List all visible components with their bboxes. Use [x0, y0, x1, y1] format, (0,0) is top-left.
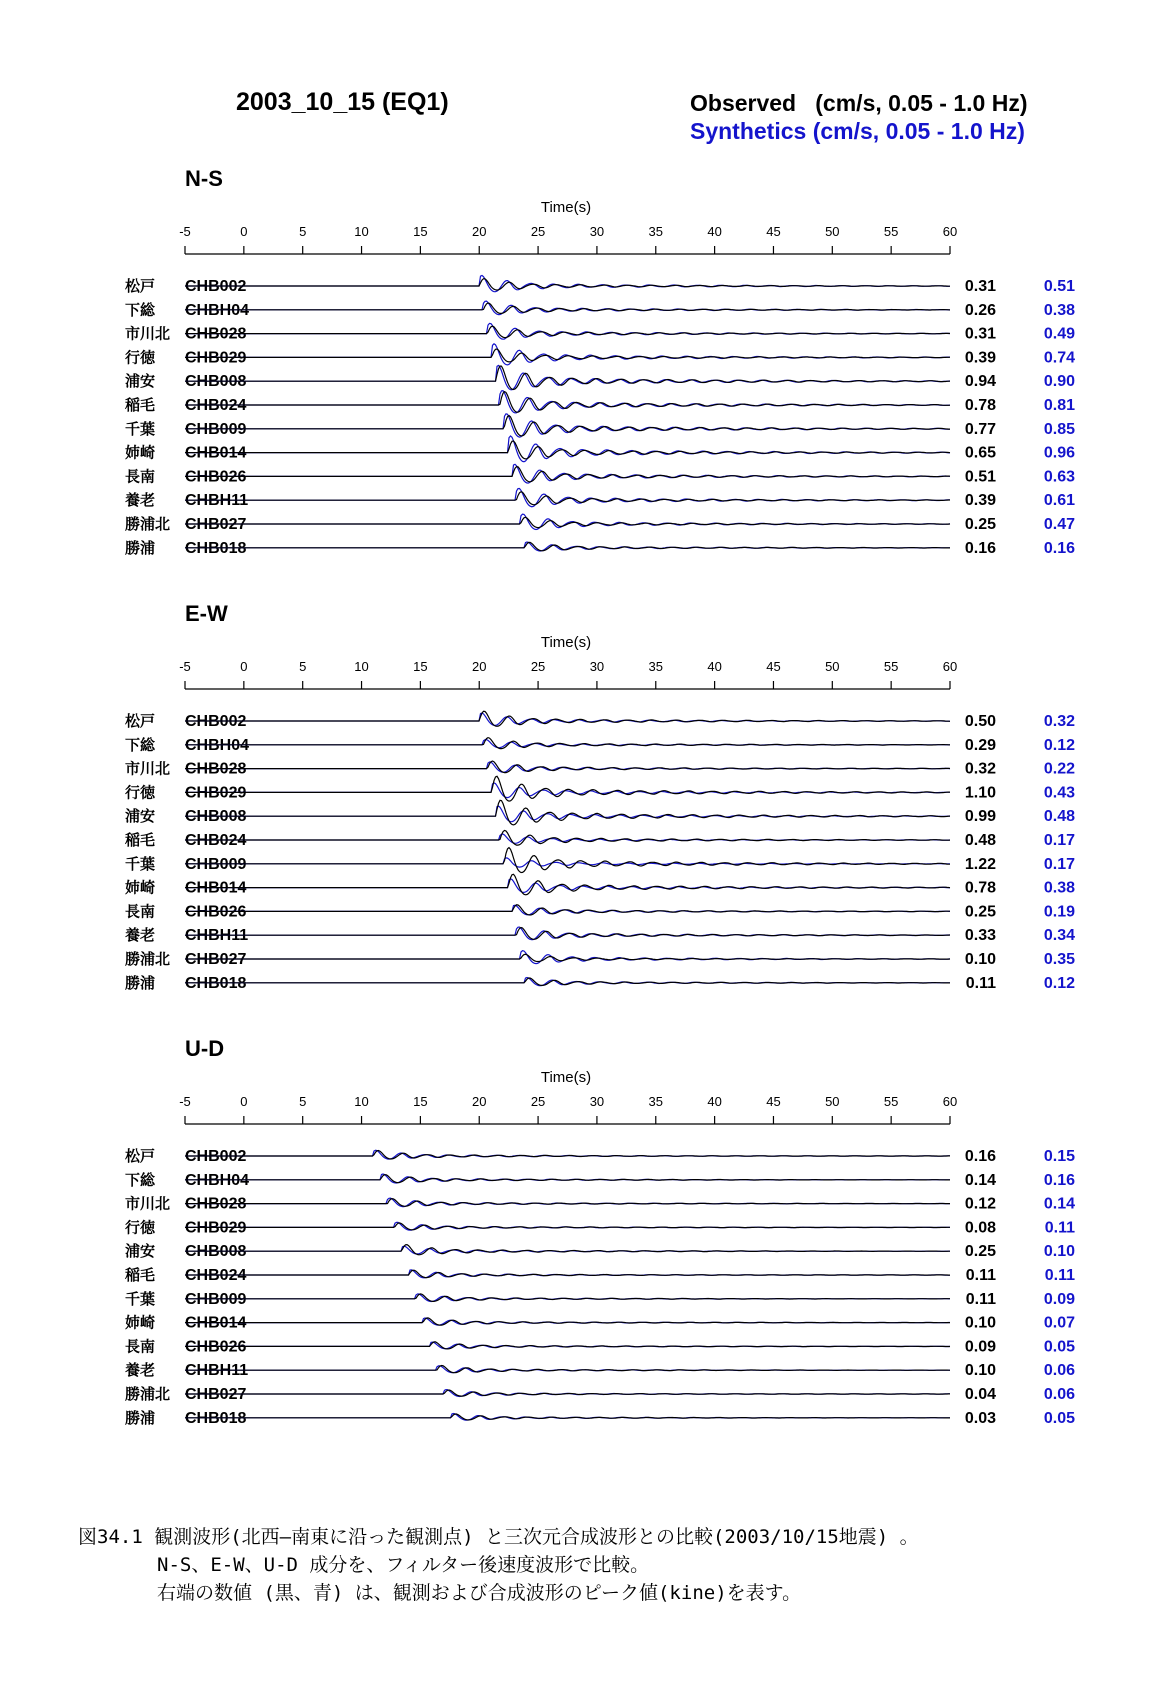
x-tick-label: 35: [648, 224, 664, 239]
station-place-name: 勝浦: [125, 538, 156, 557]
synthetic-waveform: [185, 740, 950, 748]
synthetic-peak-value: 0.05: [1043, 1338, 1075, 1356]
x-tick-label: -5: [179, 1094, 191, 1109]
station-place-name: 行徳: [125, 348, 156, 367]
observed-waveform: [185, 928, 950, 940]
station-code: CHB009: [185, 1290, 247, 1308]
observed-peak-value: 0.25: [964, 1243, 996, 1261]
synthetic-peak-value: 0.51: [1043, 278, 1075, 295]
synthetic-peak-value: 0.32: [1043, 713, 1075, 730]
x-tick-label: 40: [707, 224, 722, 239]
observed-waveform: [185, 492, 950, 505]
synthetic-waveform: [185, 783, 950, 798]
observed-waveform: [185, 1175, 950, 1183]
station-place-name: 養老: [125, 491, 156, 510]
x-tick-label: 50: [825, 659, 840, 674]
observed-peak-value: 0.11: [965, 974, 996, 992]
observed-waveform: [185, 711, 950, 726]
station-place-name: 姉崎: [125, 443, 156, 462]
station-place-name: 勝浦北: [125, 1385, 171, 1403]
x-tick-label: 30: [589, 224, 605, 239]
station-code: CHB018: [185, 539, 247, 557]
x-tick-label: 0: [240, 1094, 248, 1109]
observed-waveform: [185, 1414, 950, 1420]
observed-waveform: [185, 1223, 950, 1230]
observed-peak-value: 0.11: [965, 1267, 996, 1284]
x-tick-label: 55: [883, 224, 899, 239]
legend-observed: Observed (cm/s, 0.05 - 1.0 Hz): [690, 90, 1028, 116]
synthetic-waveform: [185, 1270, 950, 1278]
station-code: CHB014: [185, 444, 247, 462]
observed-peak-value: 0.10: [964, 1314, 996, 1332]
station-place-name: 勝浦: [125, 1408, 156, 1427]
station-code: CHB002: [185, 713, 247, 730]
x-tick-label: 0: [240, 224, 248, 239]
x-tick-label: 25: [530, 1094, 546, 1109]
observed-peak-value: 0.78: [964, 397, 996, 414]
station-place-name: 松戸: [125, 712, 156, 730]
synthetic-peak-value: 0.11: [1044, 1219, 1075, 1237]
synthetic-peak-value: 0.96: [1043, 444, 1075, 462]
observed-peak-value: 0.32: [964, 760, 996, 778]
synthetic-peak-value: 0.15: [1043, 1148, 1075, 1165]
station-place-name: 松戸: [125, 277, 156, 295]
x-tick-label: 0: [240, 659, 248, 674]
station-place-name: 市川北: [125, 1194, 171, 1213]
synthetic-peak-value: 0.14: [1043, 1195, 1075, 1213]
station-code: CHB002: [185, 278, 247, 295]
synthetic-peak-value: 0.49: [1043, 325, 1075, 343]
x-tick-label: 5: [299, 659, 307, 674]
synthetic-waveform: [185, 1294, 950, 1302]
x-tick-label: 45: [766, 659, 781, 674]
observed-waveform: [185, 326, 950, 337]
observed-waveform: [185, 738, 950, 749]
x-tick-label: 35: [648, 1094, 664, 1109]
station-place-name: 浦安: [125, 372, 156, 391]
observed-peak-value: 0.25: [964, 516, 996, 533]
station-code: CHB009: [185, 855, 247, 873]
x-axis-label: Time(s): [540, 634, 592, 651]
synthetic-waveform: [185, 344, 950, 365]
synthetic-waveform: [185, 436, 950, 462]
station-code: CHB027: [185, 1386, 247, 1403]
station-place-name: 下総: [125, 1170, 156, 1189]
station-code: CHB018: [185, 1409, 247, 1427]
synthetic-waveform: [185, 1150, 950, 1159]
station-place-name: 市川北: [125, 759, 171, 778]
synthetic-peak-value: 0.17: [1043, 832, 1075, 849]
x-tick-label: 45: [766, 224, 781, 239]
synthetic-waveform: [185, 1318, 950, 1325]
x-tick-label: 20: [471, 224, 487, 239]
station-place-name: 勝浦北: [125, 515, 171, 533]
station-code: CHB028: [185, 760, 247, 778]
x-tick-label: 30: [589, 1094, 605, 1109]
synthetic-peak-value: 0.11: [1044, 1267, 1075, 1284]
x-tick-label: 25: [530, 224, 546, 239]
synthetic-peak-value: 0.10: [1043, 1243, 1075, 1261]
synthetic-peak-value: 0.35: [1043, 951, 1075, 968]
synthetic-waveform: [185, 1414, 950, 1421]
synthetic-waveform: [185, 1246, 950, 1254]
x-tick-label: 25: [530, 659, 546, 674]
observed-waveform: [185, 542, 950, 550]
observed-waveform: [185, 1318, 950, 1325]
observed-waveform: [185, 1270, 950, 1277]
observed-waveform: [185, 1151, 950, 1160]
observed-waveform: [185, 349, 950, 362]
x-tick-label: 15: [413, 1094, 428, 1109]
synthetic-peak-value: 0.74: [1043, 349, 1075, 367]
station-code: CHB008: [185, 1243, 247, 1261]
synthetic-waveform: [185, 1222, 950, 1230]
x-axis-label: Time(s): [540, 199, 592, 216]
synthetic-peak-value: 0.81: [1043, 397, 1075, 414]
station-code: CHB027: [185, 516, 247, 533]
observed-peak-value: 0.94: [964, 373, 996, 391]
observed-peak-value: 0.31: [964, 325, 996, 343]
observed-waveform: [185, 874, 950, 895]
station-code: CHB018: [185, 974, 247, 992]
x-tick-label: 35: [648, 659, 664, 674]
station-place-name: 浦安: [125, 807, 156, 826]
synthetic-peak-value: 0.16: [1043, 1171, 1075, 1189]
synthetic-peak-value: 0.85: [1043, 420, 1075, 438]
synthetic-waveform: [185, 1342, 950, 1349]
station-code: CHBH04: [185, 736, 250, 754]
synthetic-waveform: [185, 806, 950, 822]
x-tick-label: -5: [179, 659, 191, 674]
observed-waveform: [185, 776, 950, 801]
observed-waveform: [185, 905, 950, 915]
synthetic-peak-value: 0.12: [1043, 974, 1075, 992]
observed-peak-value: 0.33: [964, 927, 996, 945]
observed-peak-value: 1.10: [964, 784, 996, 802]
observed-waveform: [185, 1342, 950, 1349]
synthetic-peak-value: 0.06: [1043, 1386, 1075, 1403]
observed-waveform: [185, 392, 950, 413]
observed-waveform: [185, 1199, 950, 1207]
x-tick-label: 10: [354, 659, 369, 674]
station-place-name: 姉崎: [125, 878, 156, 897]
station-place-name: 養老: [125, 1361, 156, 1380]
station-code: CHB008: [185, 808, 247, 826]
synthetic-peak-value: 0.34: [1043, 927, 1075, 945]
station-code: CHB024: [185, 832, 247, 849]
caption-line-2: N-S、E-W、U-D 成分を、フィルター後速度波形で比較。: [157, 1554, 650, 1576]
synthetic-peak-value: 0.09: [1043, 1290, 1075, 1308]
station-place-name: 稲毛: [125, 1266, 156, 1284]
x-tick-label: 60: [942, 1094, 958, 1109]
station-code: CHB029: [185, 349, 247, 367]
x-axis-label: Time(s): [540, 1069, 592, 1086]
observed-peak-value: 0.08: [964, 1219, 996, 1237]
synthetic-waveform: [185, 365, 950, 389]
station-code: CHB027: [185, 951, 247, 968]
synthetic-waveform: [185, 879, 950, 893]
station-code: CHB024: [185, 397, 247, 414]
station-place-name: 養老: [125, 926, 156, 945]
station-place-name: 行徳: [125, 1218, 156, 1237]
station-place-name: 稲毛: [125, 831, 156, 849]
panel-title: E-W: [185, 601, 228, 626]
observed-waveform: [185, 800, 950, 825]
x-tick-label: 60: [942, 659, 958, 674]
observed-waveform: [185, 1390, 950, 1396]
synthetic-peak-value: 0.47: [1043, 516, 1075, 533]
station-place-name: 千葉: [125, 419, 156, 438]
synthetic-peak-value: 0.07: [1043, 1314, 1075, 1332]
x-tick-label: 60: [942, 224, 958, 239]
observed-peak-value: 0.16: [964, 539, 996, 557]
station-place-name: 長南: [125, 467, 156, 486]
observed-waveform: [185, 441, 950, 459]
synthetic-peak-value: 0.05: [1043, 1409, 1075, 1427]
station-code: CHB026: [185, 468, 247, 486]
synthetic-peak-value: 0.17: [1043, 855, 1075, 873]
observed-peak-value: 0.65: [964, 444, 996, 462]
observed-peak-value: 0.12: [964, 1195, 996, 1213]
x-tick-label: 55: [883, 1094, 899, 1109]
observed-waveform: [185, 1245, 950, 1255]
observed-waveform: [185, 848, 950, 873]
synthetic-peak-value: 0.06: [1043, 1362, 1075, 1380]
observed-waveform: [185, 366, 950, 390]
x-tick-label: 40: [707, 659, 722, 674]
station-code: CHBH11: [185, 492, 249, 510]
station-code: CHBH11: [185, 927, 249, 945]
station-code: CHB026: [185, 903, 247, 921]
synthetic-waveform: [185, 514, 950, 529]
station-place-name: 長南: [125, 1337, 156, 1356]
station-place-name: 松戸: [125, 1147, 156, 1165]
x-tick-label: 15: [413, 659, 428, 674]
station-code: CHB029: [185, 784, 247, 802]
legend-synthetics: Synthetics (cm/s, 0.05 - 1.0 Hz): [690, 118, 1025, 144]
synthetic-peak-value: 0.38: [1043, 301, 1075, 319]
synthetic-waveform: [185, 713, 950, 725]
synthetic-peak-value: 0.22: [1043, 760, 1075, 778]
synthetic-waveform: [185, 1174, 950, 1183]
observed-waveform: [185, 1294, 950, 1302]
station-place-name: 姉崎: [125, 1313, 156, 1332]
x-tick-label: 45: [766, 1094, 781, 1109]
observed-peak-value: 0.14: [964, 1171, 996, 1189]
panel-title: U-D: [185, 1036, 225, 1061]
caption-line-1: 図34.1 観測波形(北西—南東に沿った観測点) と三次元合成波形との比較(2003/10/15地震) 。: [78, 1526, 919, 1548]
synthetic-peak-value: 0.43: [1043, 784, 1075, 802]
station-code: CHB024: [185, 1267, 247, 1284]
synthetic-peak-value: 0.48: [1043, 808, 1075, 826]
observed-peak-value: 0.10: [964, 1362, 996, 1380]
observed-peak-value: 0.10: [964, 951, 996, 968]
synthetic-waveform: [185, 951, 950, 964]
observed-peak-value: 0.39: [964, 492, 996, 510]
station-code: CHB029: [185, 1219, 247, 1237]
caption-line-3: 右端の数値 (黒、青) は、観測および合成波形のピーク値(kine)を表す。: [157, 1582, 802, 1604]
synthetic-waveform: [185, 276, 950, 292]
x-tick-label: 20: [471, 1094, 487, 1109]
synthetic-peak-value: 0.90: [1043, 373, 1075, 391]
synthetic-waveform: [185, 1198, 950, 1207]
observed-peak-value: 0.50: [964, 713, 996, 730]
figure-title: 2003_10_15 (EQ1): [236, 88, 449, 116]
observed-waveform: [185, 830, 950, 845]
station-place-name: 千葉: [125, 854, 156, 873]
synthetic-waveform: [185, 301, 950, 315]
station-place-name: 長南: [125, 902, 156, 921]
observed-waveform: [185, 761, 950, 773]
station-code: CHB008: [185, 373, 247, 391]
station-place-name: 下総: [125, 735, 156, 754]
panel-title: N-S: [185, 166, 223, 191]
observed-waveform: [185, 303, 950, 313]
station-place-name: 稲毛: [125, 396, 156, 414]
x-tick-label: 15: [413, 224, 428, 239]
synthetic-waveform: [185, 323, 950, 339]
station-place-name: 勝浦: [125, 973, 156, 992]
observed-peak-value: 0.25: [964, 903, 996, 921]
observed-peak-value: 0.26: [964, 301, 996, 319]
station-place-name: 下総: [125, 300, 156, 319]
observed-peak-value: 0.51: [964, 468, 996, 486]
observed-peak-value: 0.99: [964, 808, 996, 826]
x-tick-label: 40: [707, 1094, 722, 1109]
x-tick-label: 5: [299, 224, 307, 239]
observed-waveform: [185, 279, 950, 290]
station-place-name: 市川北: [125, 324, 171, 343]
observed-peak-value: 0.77: [964, 420, 996, 438]
station-place-name: 行徳: [125, 783, 156, 802]
observed-peak-value: 0.16: [964, 1148, 996, 1165]
station-place-name: 勝浦北: [125, 950, 171, 968]
station-code: CHBH11: [185, 1362, 249, 1380]
x-tick-label: 10: [354, 224, 369, 239]
x-tick-label: 5: [299, 1094, 307, 1109]
station-place-name: 千葉: [125, 1289, 156, 1308]
synthetic-peak-value: 0.19: [1043, 903, 1075, 921]
observed-peak-value: 0.48: [964, 832, 996, 849]
x-tick-label: 30: [589, 659, 605, 674]
x-tick-label: 50: [825, 224, 840, 239]
synthetic-waveform: [185, 489, 950, 510]
x-tick-label: 10: [354, 1094, 369, 1109]
observed-peak-value: 0.09: [964, 1338, 996, 1356]
station-place-name: 浦安: [125, 1242, 156, 1261]
station-code: CHB026: [185, 1338, 247, 1356]
station-code: CHB014: [185, 1314, 247, 1332]
observed-peak-value: 0.39: [964, 349, 996, 367]
figure-caption: [78, 1523, 919, 1607]
x-tick-label: -5: [179, 224, 191, 239]
synthetic-waveform: [185, 858, 950, 867]
observed-peak-value: 0.03: [964, 1409, 996, 1427]
station-code: CHB009: [185, 420, 247, 438]
x-tick-label: 50: [825, 1094, 840, 1109]
observed-waveform: [185, 467, 950, 482]
x-tick-label: 55: [883, 659, 899, 674]
observed-peak-value: 0.31: [964, 278, 996, 295]
station-code: CHB014: [185, 879, 247, 897]
observed-peak-value: 1.22: [964, 855, 996, 873]
synthetic-peak-value: 0.16: [1043, 539, 1075, 557]
synthetic-waveform: [185, 1366, 950, 1373]
station-code: CHB002: [185, 1148, 247, 1165]
synthetic-waveform: [185, 414, 950, 437]
station-code: CHB028: [185, 325, 247, 343]
synthetic-waveform: [185, 391, 950, 413]
observed-peak-value: 0.29: [964, 736, 996, 754]
synthetic-peak-value: 0.63: [1043, 468, 1075, 486]
station-code: CHB028: [185, 1195, 247, 1213]
observed-waveform: [185, 1366, 950, 1373]
observed-peak-value: 0.78: [964, 879, 996, 897]
synthetic-peak-value: 0.12: [1043, 736, 1075, 754]
station-code: CHBH04: [185, 1171, 250, 1189]
observed-peak-value: 0.04: [964, 1386, 996, 1403]
observed-waveform: [185, 978, 950, 985]
station-code: CHBH04: [185, 301, 250, 319]
synthetic-peak-value: 0.38: [1043, 879, 1075, 897]
synthetic-peak-value: 0.61: [1043, 492, 1075, 510]
x-tick-label: 20: [471, 659, 487, 674]
observed-peak-value: 0.11: [965, 1290, 996, 1308]
